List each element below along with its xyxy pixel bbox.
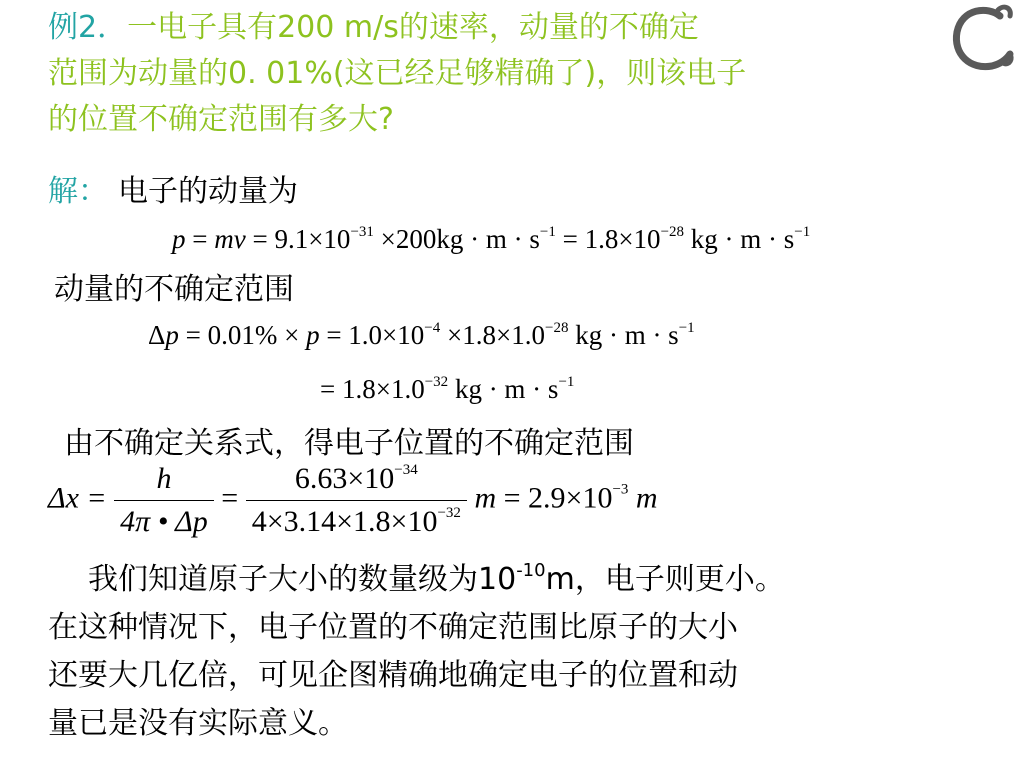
question-line-2: 范围为动量的0. 01%(这已经足够精确了)，则该电子 [48, 56, 747, 91]
momentum-equation: p = mv = $9.1\times 10^{-31} \times 200kg \cdot m \cdot s^{-1} = 1.8\times 10^{-28}$ kg · $m \cdot s^{-1}$ [172, 224, 811, 254]
conclusion-line-3: 还要大几亿倍，可见企图精确地确定电子的位置和动 [48, 658, 738, 693]
planck-fraction: $\frac{h}{4\pi • \Delta p}$ [114, 462, 214, 539]
solution-line [48, 172, 298, 212]
logo [948, 2, 1016, 74]
conclusion-line-4: 量已是没有实际意义。 [48, 706, 348, 741]
conclusion-line-2: 在这种情况下，电子位置的不确定范围比原子的大小 [48, 610, 738, 645]
momentum-uncertainty-result: = $1.8\times 1.0^{-32}$ kg · $m \cdot s^{-1}$ [320, 374, 575, 404]
swirl-c-logo-icon [948, 2, 1016, 74]
solution-label: 解： [48, 174, 108, 209]
momentum-uncertainty-equation: $\Delta p = 0.01\% \times p = 1.0\times 10^{-4} \times 1.8\times 1.0^{-28}$ kg · $m \cdot s^{-1}$ [148, 320, 695, 350]
momentum-uncertainty-intro: 动量的不确定范围 [54, 272, 294, 307]
conclusion-line-1: 我们知道原子大小的数量级为$10^{-10}m$，电子则更小。 [88, 560, 785, 597]
question-line-1 [48, 6, 699, 50]
position-uncertainty-equation: Δx = $\frac{h}{4\pi • \Delta p}$ = $\frac{6.63\times 10^{-34}}{4\times 3.14\times 1.8\times 10^{-32}}$ $m = 2.9\times 10^{-3}$ m [48, 462, 658, 538]
example-label: 例2． [48, 10, 128, 45]
numeric-fraction: $\frac{6.63\times 10^{-34}}{4\times 3.14\times 1.8\times 10^{-32}}$ [246, 462, 467, 539]
question-line-3: 的位置不确定范围有多大? [48, 102, 394, 137]
uncertainty-relation-intro: 由不确定关系式，得电子位置的不确定范围 [64, 426, 634, 461]
momentum-intro: 电子的动量为 [118, 174, 298, 209]
question-text-1: 一电子具有200 m/s的速率，动量的不确定 [127, 10, 699, 45]
